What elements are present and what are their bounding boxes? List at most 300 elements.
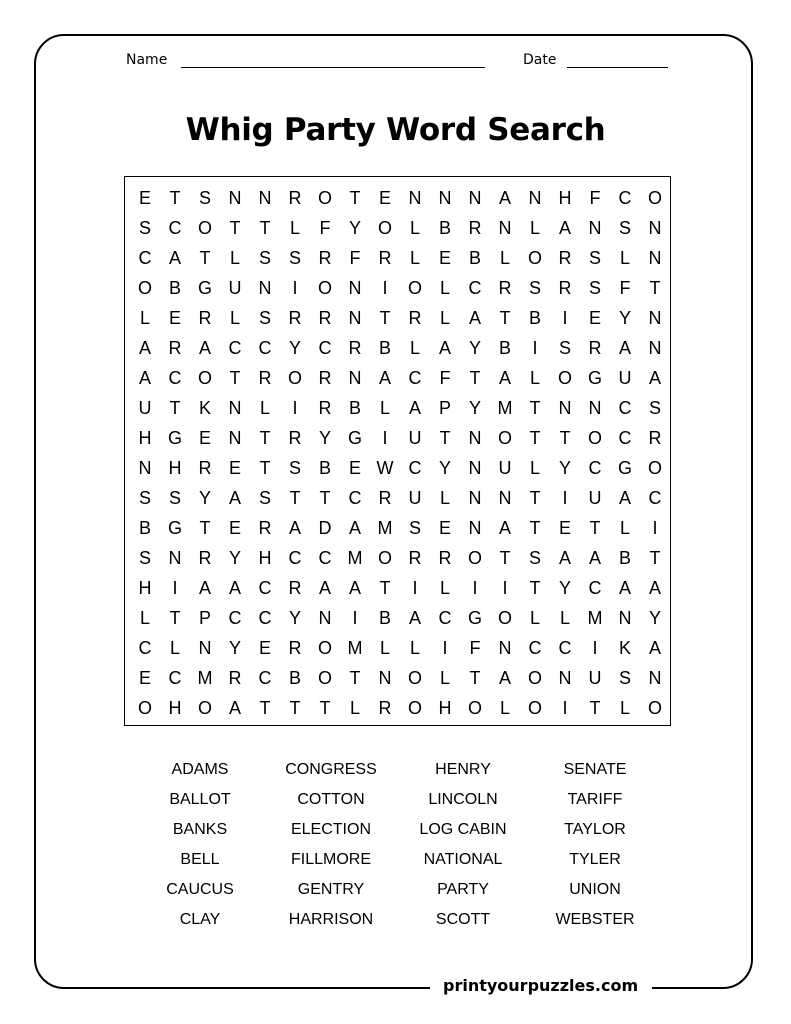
grid-letter: O: [377, 548, 392, 568]
grid-letter: Y: [468, 398, 481, 418]
grid-letter: N: [438, 188, 452, 208]
grid-letter: A: [168, 248, 181, 268]
grid-letter: T: [649, 278, 661, 298]
word-list-item: BELL: [180, 851, 220, 868]
grid-letter: C: [258, 608, 272, 628]
word-list-item: PARTY: [437, 881, 489, 898]
grid-letter: A: [138, 338, 151, 358]
grid-letter: N: [468, 428, 482, 448]
grid-letter: O: [497, 428, 512, 448]
grid-letter: F: [469, 638, 481, 658]
grid-letter: L: [379, 398, 390, 418]
grid-letter: A: [498, 668, 511, 688]
grid-letter: O: [317, 278, 332, 298]
grid-letter: L: [529, 368, 540, 388]
grid-letter: L: [439, 668, 450, 688]
grid-letter: N: [228, 188, 242, 208]
date-label: Date: [523, 52, 557, 68]
grid-letter: T: [229, 218, 241, 238]
grid-letter: A: [378, 368, 391, 388]
grid-letter: R: [318, 248, 332, 268]
word-list-item: TARIFF: [567, 791, 623, 808]
grid-letter: Y: [648, 608, 661, 628]
grid-letter: S: [258, 248, 271, 268]
grid-letter: S: [618, 218, 631, 238]
grid-letter: C: [408, 368, 422, 388]
grid-letter: O: [317, 188, 332, 208]
word-list-item: HARRISON: [288, 911, 374, 928]
grid-letter: U: [498, 458, 512, 478]
grid-letter: L: [619, 698, 630, 718]
grid-letter: T: [649, 548, 661, 568]
grid-letter: O: [527, 668, 542, 688]
grid-letter: T: [349, 188, 361, 208]
grid-row: [125, 243, 665, 273]
grid-letter: A: [618, 578, 631, 598]
grid-letter: I: [382, 428, 388, 448]
grid-letter: T: [199, 518, 211, 538]
grid-letter: E: [258, 638, 271, 658]
word-list-item: SCOTT: [435, 911, 491, 928]
grid-row: [125, 483, 665, 513]
grid-letter: R: [588, 338, 602, 358]
grid-letter: O: [197, 368, 212, 388]
word-list-item: CONGRESS: [285, 761, 377, 778]
grid-letter: R: [168, 338, 182, 358]
grid-letter: L: [619, 518, 630, 538]
grid-letter: A: [348, 518, 361, 538]
grid-letter: Y: [288, 608, 301, 628]
grid-letter: I: [562, 698, 568, 718]
grid-row: [125, 303, 665, 333]
grid-letter: E: [198, 428, 211, 448]
grid-letter: O: [137, 698, 152, 718]
letter-grid: [124, 176, 671, 726]
grid-letter: N: [228, 398, 242, 418]
grid-letter: A: [648, 368, 661, 388]
grid-letter: R: [198, 458, 212, 478]
grid-letter: C: [138, 248, 152, 268]
grid-letter: O: [527, 248, 542, 268]
grid-letter: L: [379, 638, 390, 658]
grid-letter: T: [259, 458, 271, 478]
grid-letter: N: [168, 548, 182, 568]
grid-letter: B: [438, 218, 451, 238]
grid-letter: N: [468, 188, 482, 208]
grid-letter: S: [168, 488, 181, 508]
grid-letter: O: [587, 428, 602, 448]
grid-letter: G: [617, 458, 632, 478]
grid-letter: B: [468, 248, 481, 268]
grid-letter: H: [438, 698, 452, 718]
grid-letter: E: [228, 518, 241, 538]
grid-letter: T: [469, 368, 481, 388]
grid-letter: U: [138, 398, 152, 418]
grid-letter: O: [317, 638, 332, 658]
grid-letter: G: [347, 428, 362, 448]
grid-letter: A: [558, 548, 571, 568]
grid-letter: N: [138, 458, 152, 478]
grid-letter: N: [648, 338, 662, 358]
grid-letter: Y: [228, 638, 241, 658]
grid-letter: R: [498, 278, 512, 298]
grid-letter: I: [652, 518, 658, 538]
grid-letter: O: [377, 218, 392, 238]
grid-letter: T: [589, 518, 601, 538]
word-list-item: COTTON: [297, 791, 365, 808]
grid-letter: A: [408, 398, 421, 418]
grid-letter: C: [468, 278, 482, 298]
grid-letter: T: [199, 248, 211, 268]
grid-letter: M: [197, 668, 213, 688]
grid-letter: S: [138, 218, 151, 238]
grid-letter: U: [588, 668, 602, 688]
grid-letter: Y: [558, 458, 571, 478]
grid-letter: C: [258, 578, 272, 598]
grid-letter: B: [168, 278, 181, 298]
word-list-item: LOG CABIN: [419, 821, 507, 838]
grid-letter: S: [588, 278, 601, 298]
word-list-item: CLAY: [179, 911, 221, 928]
grid-row: [125, 423, 665, 453]
grid-letter: C: [648, 488, 662, 508]
grid-letter: N: [318, 608, 332, 628]
name-label: Name: [126, 52, 168, 68]
grid-letter: C: [258, 668, 272, 688]
grid-letter: G: [587, 368, 602, 388]
grid-letter: N: [378, 668, 392, 688]
grid-row: [125, 663, 665, 693]
grid-letter: S: [408, 518, 421, 538]
grid-letter: A: [498, 518, 511, 538]
grid-letter: I: [442, 638, 448, 658]
grid-letter: T: [379, 578, 391, 598]
grid-letter: F: [589, 188, 601, 208]
grid-letter: B: [348, 398, 361, 418]
grid-letter: O: [467, 548, 482, 568]
grid-letter: R: [408, 548, 422, 568]
grid-letter: A: [228, 698, 241, 718]
grid-letter: T: [529, 518, 541, 538]
word-list-item: BANKS: [172, 821, 228, 838]
grid-letter: Y: [318, 428, 331, 448]
grid-letter: O: [197, 218, 212, 238]
grid-letter: L: [559, 608, 570, 628]
grid-letter: M: [497, 398, 513, 418]
grid-letter: O: [287, 368, 302, 388]
grid-letter: L: [229, 308, 240, 328]
grid-letter: S: [588, 248, 601, 268]
grid-letter: E: [348, 458, 361, 478]
grid-letter: I: [292, 278, 298, 298]
grid-letter: A: [588, 548, 601, 568]
grid-row: [125, 513, 665, 543]
grid-letter: A: [618, 338, 631, 358]
grid-letter: N: [348, 368, 362, 388]
grid-row: [125, 633, 665, 663]
grid-letter: I: [592, 638, 598, 658]
grid-letter: C: [318, 548, 332, 568]
grid-letter: R: [318, 368, 332, 388]
grid-letter: W: [376, 458, 394, 478]
grid-letter: T: [229, 368, 241, 388]
grid-letter: R: [318, 308, 332, 328]
grid-letter: R: [288, 638, 302, 658]
name-line: [181, 67, 485, 68]
grid-letter: T: [559, 428, 571, 448]
grid-row: [125, 333, 665, 363]
grid-letter: A: [498, 188, 511, 208]
grid-letter: N: [648, 308, 662, 328]
grid-letter: N: [498, 638, 512, 658]
grid-letter: E: [138, 668, 151, 688]
grid-letter: R: [258, 368, 272, 388]
grid-letter: E: [438, 518, 451, 538]
grid-letter: I: [412, 578, 418, 598]
grid-letter: N: [468, 458, 482, 478]
grid-letter: R: [198, 308, 212, 328]
grid-letter: N: [198, 638, 212, 658]
grid-letter: O: [527, 698, 542, 718]
grid-letter: N: [498, 218, 512, 238]
grid-letter: L: [139, 608, 150, 628]
grid-letter: L: [259, 398, 270, 418]
grid-letter: G: [167, 428, 182, 448]
grid-letter: L: [289, 218, 300, 238]
grid-letter: R: [288, 428, 302, 448]
grid-letter: H: [138, 428, 152, 448]
grid-letter: B: [138, 518, 151, 538]
grid-letter: L: [439, 308, 450, 328]
grid-letter: A: [198, 338, 211, 358]
grid-letter: L: [409, 338, 420, 358]
grid-letter: O: [647, 188, 662, 208]
grid-row: [125, 573, 665, 603]
grid-letter: L: [619, 248, 630, 268]
grid-letter: I: [352, 608, 358, 628]
grid-letter: A: [558, 218, 571, 238]
grid-letter: L: [439, 278, 450, 298]
grid-letter: F: [349, 248, 361, 268]
grid-letter: T: [499, 308, 511, 328]
grid-letter: L: [409, 638, 420, 658]
grid-letter: L: [229, 248, 240, 268]
grid-letter: O: [467, 698, 482, 718]
grid-letter: I: [382, 278, 388, 298]
word-list-item: LINCOLN: [428, 791, 498, 808]
grid-letter: R: [378, 248, 392, 268]
grid-letter: Y: [198, 488, 211, 508]
grid-letter: S: [198, 188, 211, 208]
grid-letter: S: [258, 308, 271, 328]
grid-letter: T: [499, 548, 511, 568]
grid-letter: H: [558, 188, 572, 208]
grid-letter: L: [409, 218, 420, 238]
grid-letter: H: [138, 578, 152, 598]
grid-letter: C: [288, 548, 302, 568]
grid-letter: N: [528, 188, 542, 208]
grid-letter: N: [648, 248, 662, 268]
grid-letter: A: [318, 578, 331, 598]
grid-letter: L: [499, 248, 510, 268]
grid-letter: F: [619, 278, 631, 298]
footer-site: printyourpuzzles.com: [443, 976, 639, 995]
grid-letter: R: [318, 398, 332, 418]
word-list-item: GENTRY: [297, 881, 365, 898]
grid-letter: T: [259, 698, 271, 718]
grid-row: [125, 603, 665, 633]
grid-letter: N: [588, 218, 602, 238]
grid-letter: K: [198, 398, 211, 418]
grid-letter: I: [292, 398, 298, 418]
grid-letter: T: [169, 398, 181, 418]
grid-letter: R: [258, 518, 272, 538]
grid-letter: E: [438, 248, 451, 268]
grid-letter: A: [438, 338, 451, 358]
grid-letter: C: [318, 338, 332, 358]
grid-letter: A: [198, 578, 211, 598]
word-list-item: TYLER: [569, 851, 621, 868]
grid-letter: N: [258, 278, 272, 298]
grid-row: [125, 213, 665, 243]
grid-letter: L: [169, 638, 180, 658]
grid-letter: R: [288, 308, 302, 328]
grid-letter: A: [468, 308, 481, 328]
grid-letter: N: [558, 398, 572, 418]
grid-letter: N: [348, 278, 362, 298]
grid-row: [125, 543, 665, 573]
grid-letter: Y: [468, 338, 481, 358]
grid-letter: O: [497, 608, 512, 628]
grid-letter: N: [408, 188, 422, 208]
grid-letter: G: [167, 518, 182, 538]
grid-letter: A: [228, 578, 241, 598]
grid-letter: E: [558, 518, 571, 538]
grid-letter: C: [168, 218, 182, 238]
word-list-item: ADAMS: [171, 761, 229, 778]
grid-letter: B: [498, 338, 511, 358]
grid-letter: C: [528, 638, 542, 658]
grid-letter: S: [528, 548, 541, 568]
grid-letter: N: [648, 218, 662, 238]
grid-letter: N: [618, 608, 632, 628]
word-list-item: HENRY: [435, 761, 491, 778]
grid-letter: S: [648, 398, 661, 418]
grid-letter: T: [379, 308, 391, 328]
grid-letter: M: [377, 518, 393, 538]
grid-letter: E: [378, 188, 391, 208]
grid-letter: O: [557, 368, 572, 388]
grid-row: [125, 363, 665, 393]
grid-letter: N: [558, 668, 572, 688]
grid-letter: I: [472, 578, 478, 598]
grid-letter: P: [438, 398, 451, 418]
grid-letter: I: [562, 488, 568, 508]
grid-letter: L: [139, 308, 150, 328]
word-list-item: BALLOT: [169, 791, 231, 808]
grid-letter: L: [529, 218, 540, 238]
grid-letter: B: [288, 668, 301, 688]
grid-letter: K: [618, 638, 631, 658]
grid-letter: H: [168, 458, 182, 478]
grid-letter: M: [347, 548, 363, 568]
grid-letter: L: [349, 698, 360, 718]
grid-letter: A: [498, 368, 511, 388]
grid-letter: N: [498, 488, 512, 508]
grid-letter: Y: [228, 548, 241, 568]
word-list-item: TAYLOR: [564, 821, 626, 838]
grid-letter: C: [588, 578, 602, 598]
grid-letter: A: [648, 638, 661, 658]
grid-letter: L: [529, 458, 540, 478]
grid-letter: N: [468, 518, 482, 538]
grid-letter: Y: [348, 218, 361, 238]
grid-letter: U: [588, 488, 602, 508]
grid-letter: D: [318, 518, 332, 538]
grid-letter: T: [169, 188, 181, 208]
grid-letter: A: [288, 518, 301, 538]
grid-letter: S: [138, 488, 151, 508]
word-list-item: NATIONAL: [423, 851, 503, 868]
grid-letter: N: [348, 308, 362, 328]
grid-letter: C: [228, 608, 242, 628]
grid-row: [125, 693, 665, 723]
grid-letter: T: [589, 698, 601, 718]
grid-letter: T: [529, 428, 541, 448]
grid-letter: S: [288, 458, 301, 478]
grid-letter: T: [289, 488, 301, 508]
grid-letter: H: [168, 698, 182, 718]
grid-letter: I: [502, 578, 508, 598]
grid-letter: B: [378, 608, 391, 628]
grid-letter: T: [529, 488, 541, 508]
grid-letter: R: [378, 698, 392, 718]
grid-letter: L: [529, 608, 540, 628]
grid-letter: T: [439, 428, 451, 448]
grid-letter: C: [438, 608, 452, 628]
grid-letter: I: [562, 308, 568, 328]
word-list-item: UNION: [569, 881, 621, 898]
grid-letter: O: [407, 668, 422, 688]
grid-letter: O: [407, 698, 422, 718]
grid-letter: N: [228, 428, 242, 448]
grid-letter: E: [588, 308, 601, 328]
word-list-item: FILLMORE: [290, 851, 371, 868]
grid-letter: R: [378, 488, 392, 508]
grid-letter: C: [168, 368, 182, 388]
grid-letter: H: [258, 548, 272, 568]
grid-letter: T: [259, 428, 271, 448]
grid-letter: C: [618, 188, 632, 208]
date-line: [567, 67, 668, 68]
word-list-item: SENATE: [563, 761, 627, 778]
grid-letter: E: [138, 188, 151, 208]
grid-letter: E: [168, 308, 181, 328]
grid-letter: T: [169, 608, 181, 628]
grid-letter: O: [317, 668, 332, 688]
grid-letter: N: [258, 188, 272, 208]
grid-letter: R: [438, 548, 452, 568]
word-list-item: WEBSTER: [555, 911, 635, 928]
grid-letter: N: [648, 668, 662, 688]
grid-letter: S: [138, 548, 151, 568]
grid-letter: F: [319, 218, 331, 238]
grid-letter: C: [228, 338, 242, 358]
grid-letter: U: [618, 368, 632, 388]
grid-letter: C: [168, 668, 182, 688]
grid-letter: A: [138, 368, 151, 388]
grid-letter: O: [137, 278, 152, 298]
